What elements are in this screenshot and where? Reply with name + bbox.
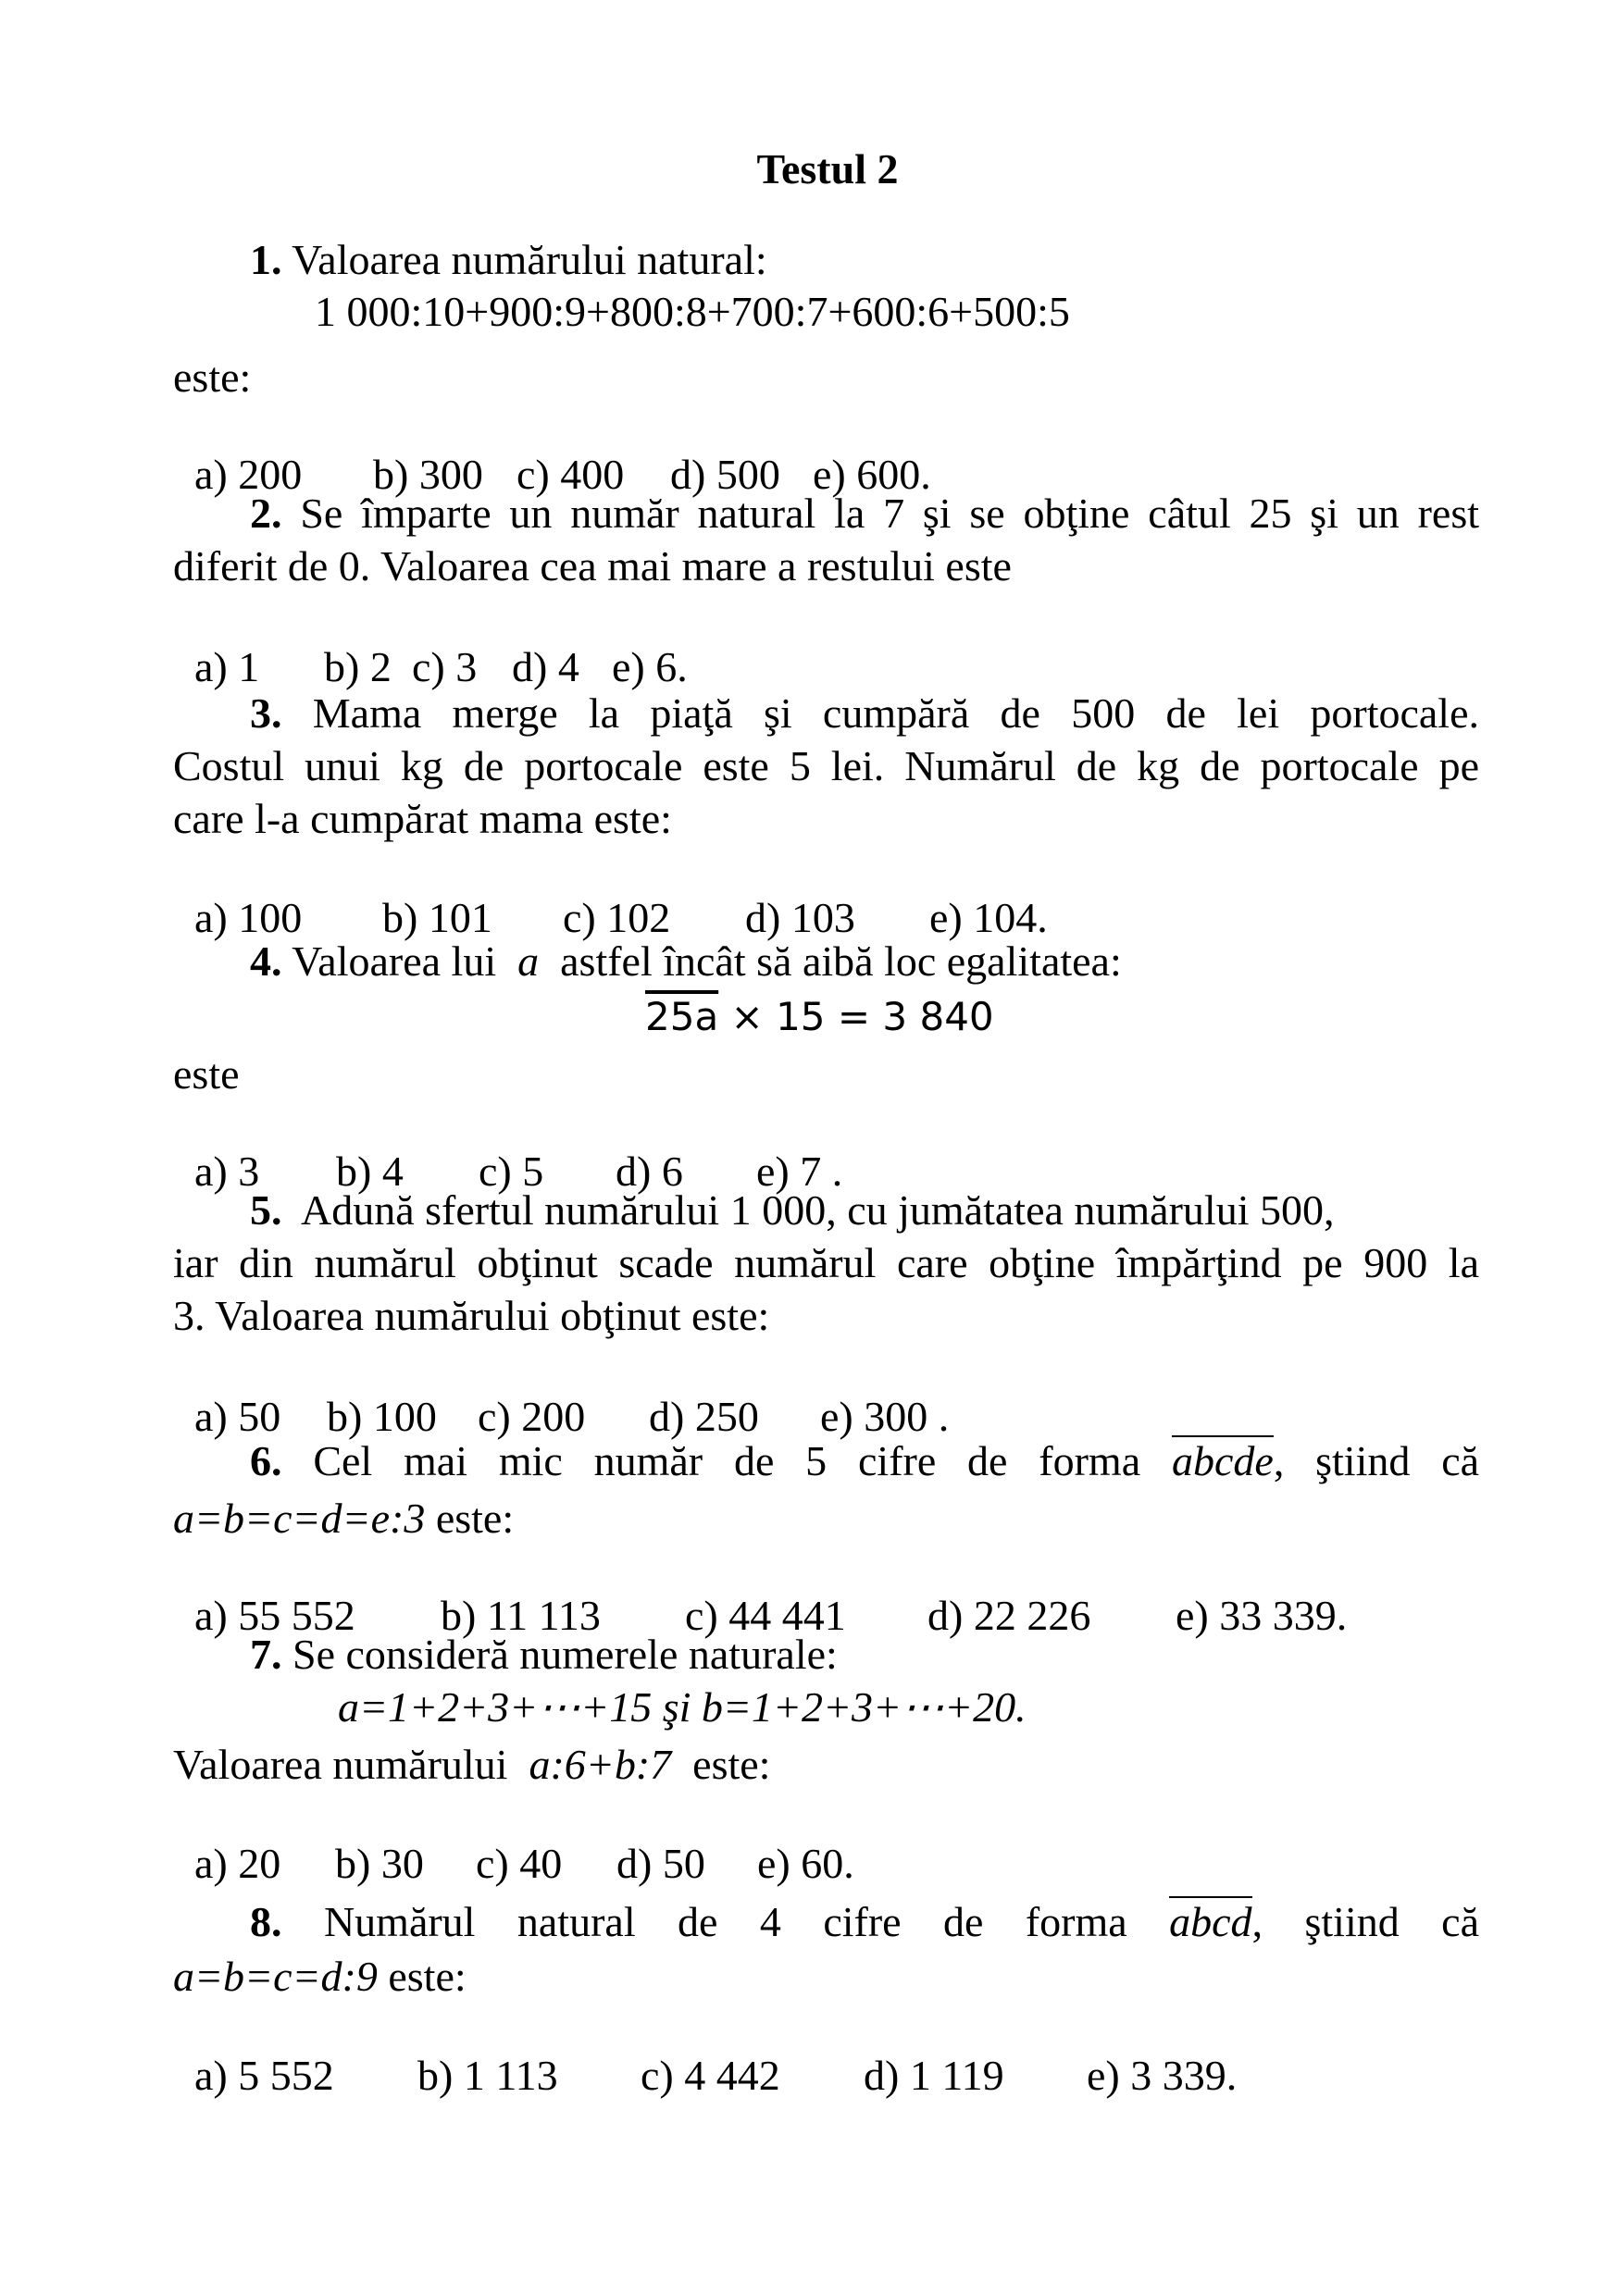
question-4-text <box>250 938 1122 985</box>
question-4-after: este <box>173 1050 240 1098</box>
question-3-line: Costul unui kg de portocale este 5 lei. Numărul de kg de portocale pe <box>173 742 1479 789</box>
question-5-text <box>250 1187 1334 1234</box>
question-line: Valoarea numărului natural: <box>292 236 767 283</box>
question-7-options <box>173 1794 854 1887</box>
option-a: a) 100 <box>194 894 303 941</box>
question-number: 7. <box>250 1631 282 1678</box>
question-line: astfel încât să aibă loc egalitatea: <box>560 937 1122 985</box>
variable-a: a <box>517 937 540 985</box>
question-line: este: <box>435 1495 515 1542</box>
option-e: e) 33 339. <box>1176 1592 1348 1639</box>
question-number: 5. <box>250 1186 282 1234</box>
option-c: c) 200 <box>478 1393 586 1440</box>
overlined-number: 25a <box>645 994 719 1039</box>
option-b: b) 2 <box>324 643 392 690</box>
option-e: e) 7 . <box>756 1148 843 1195</box>
question-3-line: care l-a cumpărat mama este: <box>173 795 672 842</box>
formula-rest: × 15 = 3 840 <box>718 994 994 1039</box>
question-1-formula: 1 000:10+900:9+800:8+700:7+600:6+500:5 <box>315 288 1070 335</box>
question-line: Se consideră numerele naturale: <box>292 1631 838 1678</box>
option-a: a) 50 <box>194 1393 281 1440</box>
question-5-line: iar din numărul obţinut scade numărul care obţine împărţind pe 900 la <box>173 1239 1479 1286</box>
option-a: a) 55 552 <box>194 1592 355 1639</box>
question-line: este: <box>692 1741 771 1788</box>
option-d: d) 103 <box>745 894 855 941</box>
question-7-text <box>250 1632 838 1678</box>
question-number: 2. <box>250 490 282 537</box>
question-2-options <box>173 598 688 690</box>
option-b: b) 100 <box>327 1393 437 1440</box>
question-4-formula <box>645 994 994 1040</box>
question-number: 4. <box>250 937 282 985</box>
condition-formula: a=b=c=d:9 <box>173 1953 378 2000</box>
option-d: d) 250 <box>649 1393 759 1440</box>
option-c: c) 44 441 <box>685 1592 846 1639</box>
question-7-after <box>173 1742 770 1788</box>
question-3-options <box>173 849 1048 941</box>
option-c: c) 5 <box>479 1148 544 1195</box>
question-line: este: <box>388 1953 467 2000</box>
question-number: 8. <box>250 1898 282 1945</box>
option-b: b) 300 <box>373 451 483 498</box>
question-line: Valoarea numărului <box>173 1741 508 1788</box>
option-e: e) 300 . <box>820 1393 950 1440</box>
question-line: Cel mai mic număr de 5 cifre de forma <box>313 1437 1141 1484</box>
option-c: c) 102 <box>563 894 671 941</box>
question-1-text <box>250 237 767 283</box>
question-4-options <box>173 1102 843 1195</box>
option-d: d) 50 <box>616 1840 705 1887</box>
question-7-formula: a=1+2+3+⋯+15 şi b=1+2+3+⋯+20. <box>338 1683 1027 1731</box>
option-a: a) 20 <box>194 1840 281 1887</box>
option-d: d) 500 <box>670 451 780 498</box>
option-d: d) 1 119 <box>864 2052 1004 2099</box>
question-2-text <box>250 490 1479 537</box>
option-b: b) 4 <box>336 1148 404 1195</box>
question-line: Se împarte un număr natural la 7 şi se obţine câtul 25 şi un rest <box>300 490 1480 537</box>
option-a: a) 5 552 <box>194 2052 334 2099</box>
question-6-options <box>173 1546 1348 1639</box>
option-a: a) 200 <box>194 451 303 498</box>
option-c: c) 400 <box>517 451 625 498</box>
option-e: e) 104. <box>929 894 1048 941</box>
question-line: , ştiind că <box>1251 1898 1480 1945</box>
question-1-options <box>173 405 931 498</box>
option-d: d) 4 <box>512 643 579 690</box>
question-line: , ştiind că <box>1273 1437 1480 1484</box>
option-e: e) 600. <box>813 451 931 498</box>
option-b: b) 1 113 <box>417 2052 558 2099</box>
question-5-options <box>173 1347 950 1440</box>
option-a: a) 1 <box>194 643 260 690</box>
option-b: b) 30 <box>335 1840 424 1887</box>
expression: a:6+b:7 <box>529 1741 672 1788</box>
option-a: a) 3 <box>194 1148 260 1195</box>
option-e: e) 3 339. <box>1087 2052 1238 2099</box>
option-e: e) 60. <box>757 1840 854 1887</box>
question-5-line: 3. Valoarea numărului obţinut este: <box>173 1292 770 1339</box>
question-line: Numărul natural de 4 cifre de forma <box>323 1898 1127 1945</box>
overlined-abcde: abcde <box>1171 1437 1274 1484</box>
question-8-text <box>250 1899 1479 1945</box>
option-c: c) 40 <box>476 1840 563 1887</box>
option-b: b) 101 <box>382 894 492 941</box>
question-number: 6. <box>250 1437 282 1484</box>
question-number: 1. <box>250 236 282 283</box>
question-2-line: diferit de 0. Valoarea cea mai mare a restului este <box>173 542 1012 590</box>
question-8-line <box>173 1954 467 2000</box>
option-e: e) 6. <box>612 643 688 690</box>
question-line: Valoarea lui <box>292 937 497 985</box>
question-3-text <box>250 690 1479 737</box>
question-8-options <box>173 2006 1238 2099</box>
option-d: d) 6 <box>616 1148 683 1195</box>
question-6-text <box>250 1438 1479 1484</box>
option-c: c) 3 <box>412 643 478 690</box>
page-title: Testul 2 <box>756 145 899 192</box>
option-c: c) 4 442 <box>641 2052 780 2099</box>
question-line: Mama merge la piaţă şi cumpără de 500 de lei portocale. <box>312 689 1480 737</box>
option-b: b) 11 113 <box>441 1592 601 1639</box>
overlined-abcd: abcd <box>1169 1898 1252 1945</box>
option-d: d) 22 226 <box>927 1592 1091 1639</box>
question-1-after: este: <box>173 354 252 401</box>
question-line: Adună sfertul numărului 1 000, cu jumătatea numărului 500, <box>300 1186 1335 1234</box>
condition-formula: a=b=c=d=e:3 <box>173 1495 426 1542</box>
question-6-line <box>173 1496 514 1542</box>
question-number: 3. <box>250 689 282 737</box>
